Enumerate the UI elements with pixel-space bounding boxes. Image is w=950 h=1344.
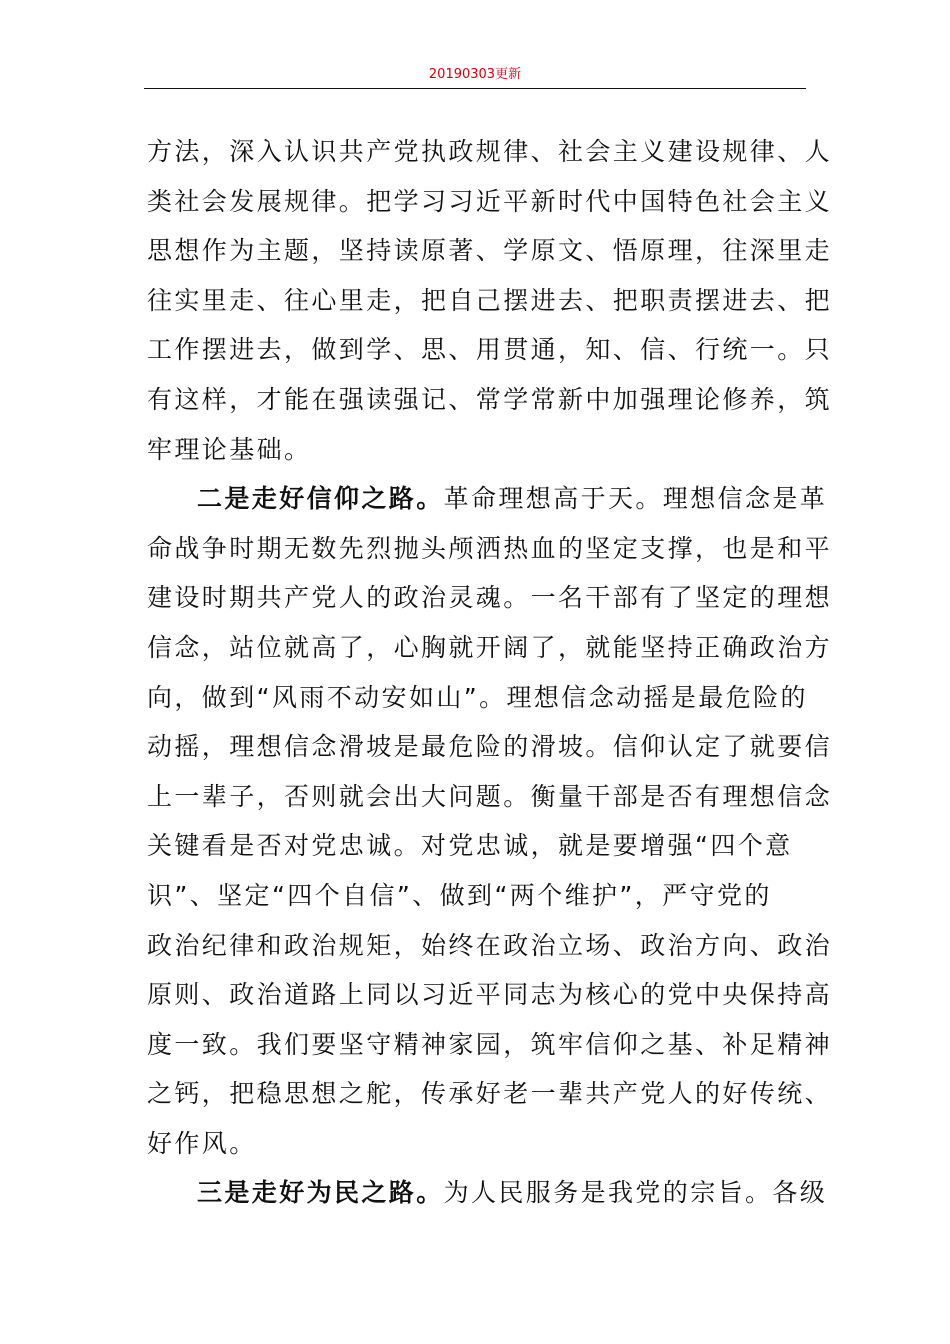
- paragraph-1-line-7: 牢理论基础。: [147, 434, 312, 464]
- page-header: 20190303更新: [428, 67, 522, 82]
- paragraph-2-line-8: 关键看是否对党忠诚。对党忠诚，就是要增强“四个意: [147, 831, 793, 861]
- paragraph-3-heading: 三是走好为民之路。: [197, 1178, 444, 1208]
- paragraph-3-line-1: [147, 1168, 828, 1218]
- paragraph-2-line-1-text: 革命理想高于天。理想信念是革: [443, 484, 828, 514]
- paragraph-1-line-1: 方法，深入认识共产党执政规律、社会主义建设规律、人: [147, 137, 833, 166]
- paragraph-2-line-7: 上一辈子，否则就会出大问题。衡量干部是否有理想信念: [147, 781, 833, 811]
- paragraph-2-line-14: 好作风。: [147, 1128, 257, 1158]
- paragraph-2-line-11: 原则、政治道路上同以习近平同志为核心的党中央保持高: [147, 980, 833, 1010]
- paragraph-1-line-4: 往实里走、往心里走，把自己摆进去、把职责摆进去、把: [147, 285, 833, 315]
- paragraph-2-line-4: 信念，站位就高了，心胸就开阔了，就能坚持正确政治方: [147, 632, 833, 662]
- paragraph-1-line-3: 思想作为主题，坚持读原著、学原文、悟原理，往深里走: [147, 236, 833, 266]
- paragraph-2-line-13: 之钙，把稳思想之舵，传承好老一辈共产党人的好传统、: [147, 1079, 833, 1109]
- header-rule: [144, 88, 806, 89]
- paragraph-2-line-6: 动摇，理想信念滑坡是最危险的滑坡。信仰认定了就要信: [147, 732, 833, 762]
- paragraph-2-heading: 二是走好信仰之路。: [197, 484, 444, 514]
- paragraph-3-line-1-text: 为人民服务是我党的宗旨。各级: [443, 1178, 828, 1208]
- paragraph-2-line-10: 政治纪律和政治规矩，始终在政治立场、政治方向、政治: [147, 930, 833, 960]
- paragraph-2-line-3: 建设时期共产党人的政治灵魂。一名干部有了坚定的理想: [147, 583, 833, 613]
- paragraph-2-line-1: [147, 474, 828, 524]
- paragraph-2-line-9: 识”、坚定“四个自信”、做到“两个维护”，严守党的: [147, 880, 772, 910]
- paragraph-1-line-6: 有这样，才能在强读强记、常学常新中加强理论修养，筑: [147, 384, 833, 414]
- paragraph-1-line-2: 类社会发展规律。把学习习近平新时代中国特色社会主义: [147, 186, 833, 216]
- paragraph-2-line-2: 命战争时期无数先烈抛头颅洒热血的坚定支撑，也是和平: [147, 533, 833, 563]
- document-body: [147, 127, 833, 1218]
- paragraph-2-line-5: 向，做到“风雨不动安如山”。理想信念动摇是最危险的: [147, 682, 808, 712]
- paragraph-2-line-12: 度一致。我们要坚守精神家园，筑牢信仰之基、补足精神: [147, 1029, 833, 1059]
- paragraph-1-line-5: 工作摆进去，做到学、思、用贯通，知、信、行统一。只: [147, 335, 833, 365]
